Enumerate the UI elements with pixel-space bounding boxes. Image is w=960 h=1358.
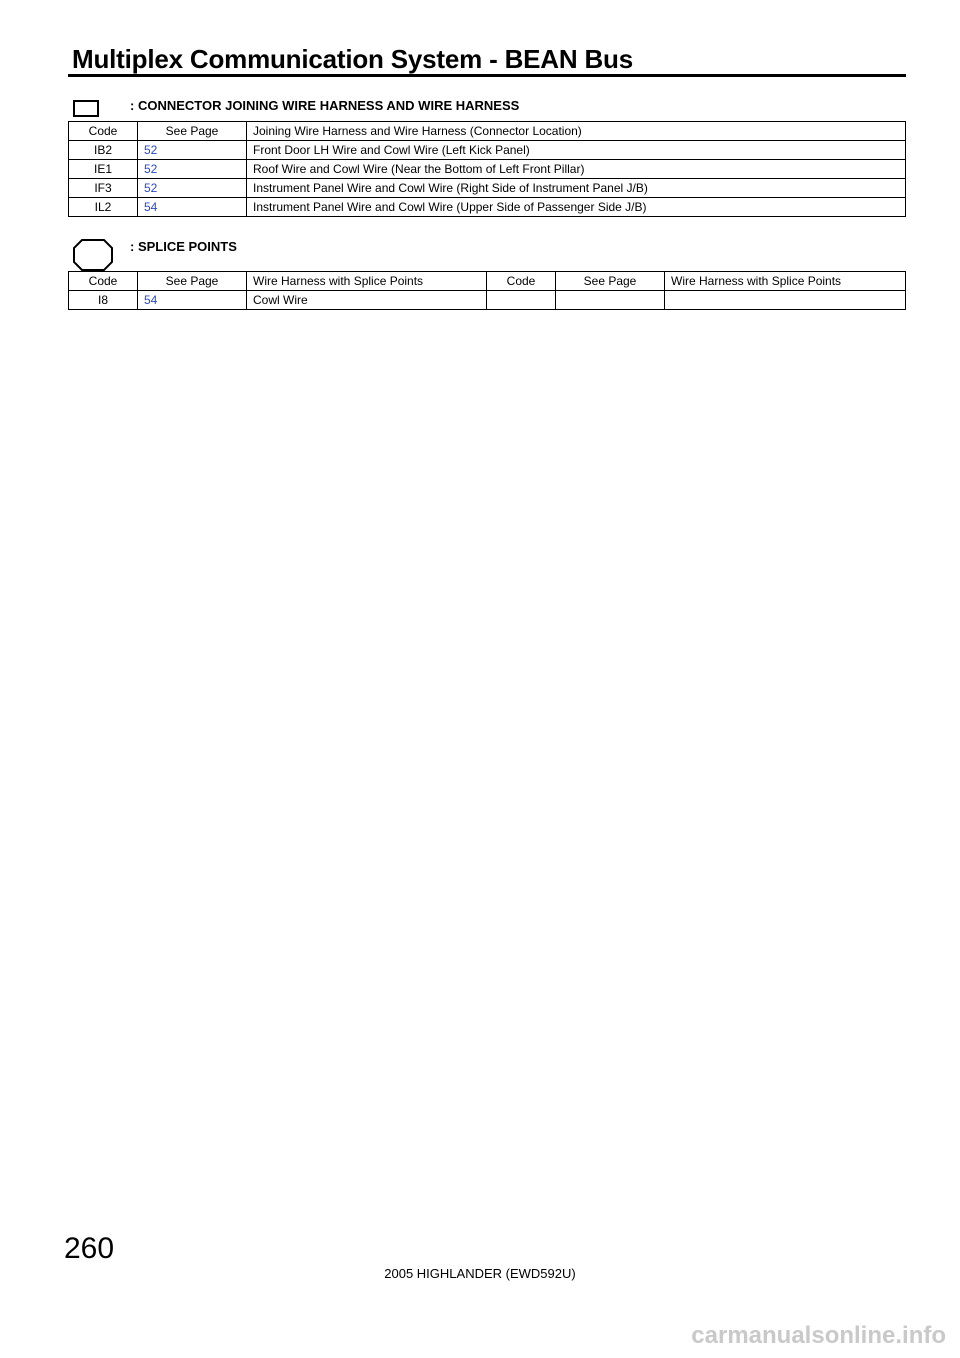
row-code: IE1 [69,160,138,179]
table-header-row [69,272,906,291]
table-row [69,179,906,198]
column-header-description: Wire Harness with Splice Points [247,272,487,291]
rectangle-connector-icon [72,97,102,119]
column-header-code: Code [69,272,138,291]
column-header-code: Code [69,122,138,141]
connector-table [68,121,906,217]
table-row [69,160,906,179]
row-description: Front Door LH Wire and Cowl Wire (Left Kick Panel) [247,141,906,160]
connector-section-header [72,97,906,123]
row-description: Cowl Wire [247,291,487,310]
row-code [487,291,556,310]
page-number: 260 [64,1232,115,1265]
footer-model: 2005 HIGHLANDER (EWD592U) [384,1266,576,1281]
column-header-description: Joining Wire Harness and Wire Harness (Connector Location) [247,122,906,141]
page-link[interactable]: 54 [138,291,247,310]
table-row [69,198,906,217]
column-header-see-page: See Page [138,272,247,291]
page-link[interactable]: 52 [138,160,247,179]
title-rule [68,74,906,77]
octagon-splice-icon [72,238,116,272]
page-title: Multiplex Communication System - BEAN Bus [72,44,633,74]
column-header-code: Code [487,272,556,291]
connector-section-label: : CONNECTOR JOINING WIRE HARNESS AND WIRE HARNESS [130,98,520,113]
splice-section-header [72,238,906,264]
column-header-see-page: See Page [556,272,665,291]
row-code: IB2 [69,141,138,160]
page-link [556,291,665,310]
row-code: I8 [69,291,138,310]
watermark: carmanualsonline.info [691,1322,946,1349]
page-link[interactable]: 54 [138,198,247,217]
row-description: Instrument Panel Wire and Cowl Wire (Right Side of Instrument Panel J/B) [247,179,906,198]
splice-table [68,271,906,310]
row-description: Instrument Panel Wire and Cowl Wire (Upper Side of Passenger Side J/B) [247,198,906,217]
splice-section-label: : SPLICE POINTS [130,239,237,254]
row-code: IL2 [69,198,138,217]
page-link[interactable]: 52 [138,141,247,160]
row-description: Roof Wire and Cowl Wire (Near the Bottom of Left Front Pillar) [247,160,906,179]
page-link[interactable]: 52 [138,179,247,198]
table-row [69,291,906,310]
row-code: IF3 [69,179,138,198]
table-row [69,141,906,160]
column-header-see-page: See Page [138,122,247,141]
table-header-row [69,122,906,141]
row-description [665,291,906,310]
column-header-description: Wire Harness with Splice Points [665,272,906,291]
